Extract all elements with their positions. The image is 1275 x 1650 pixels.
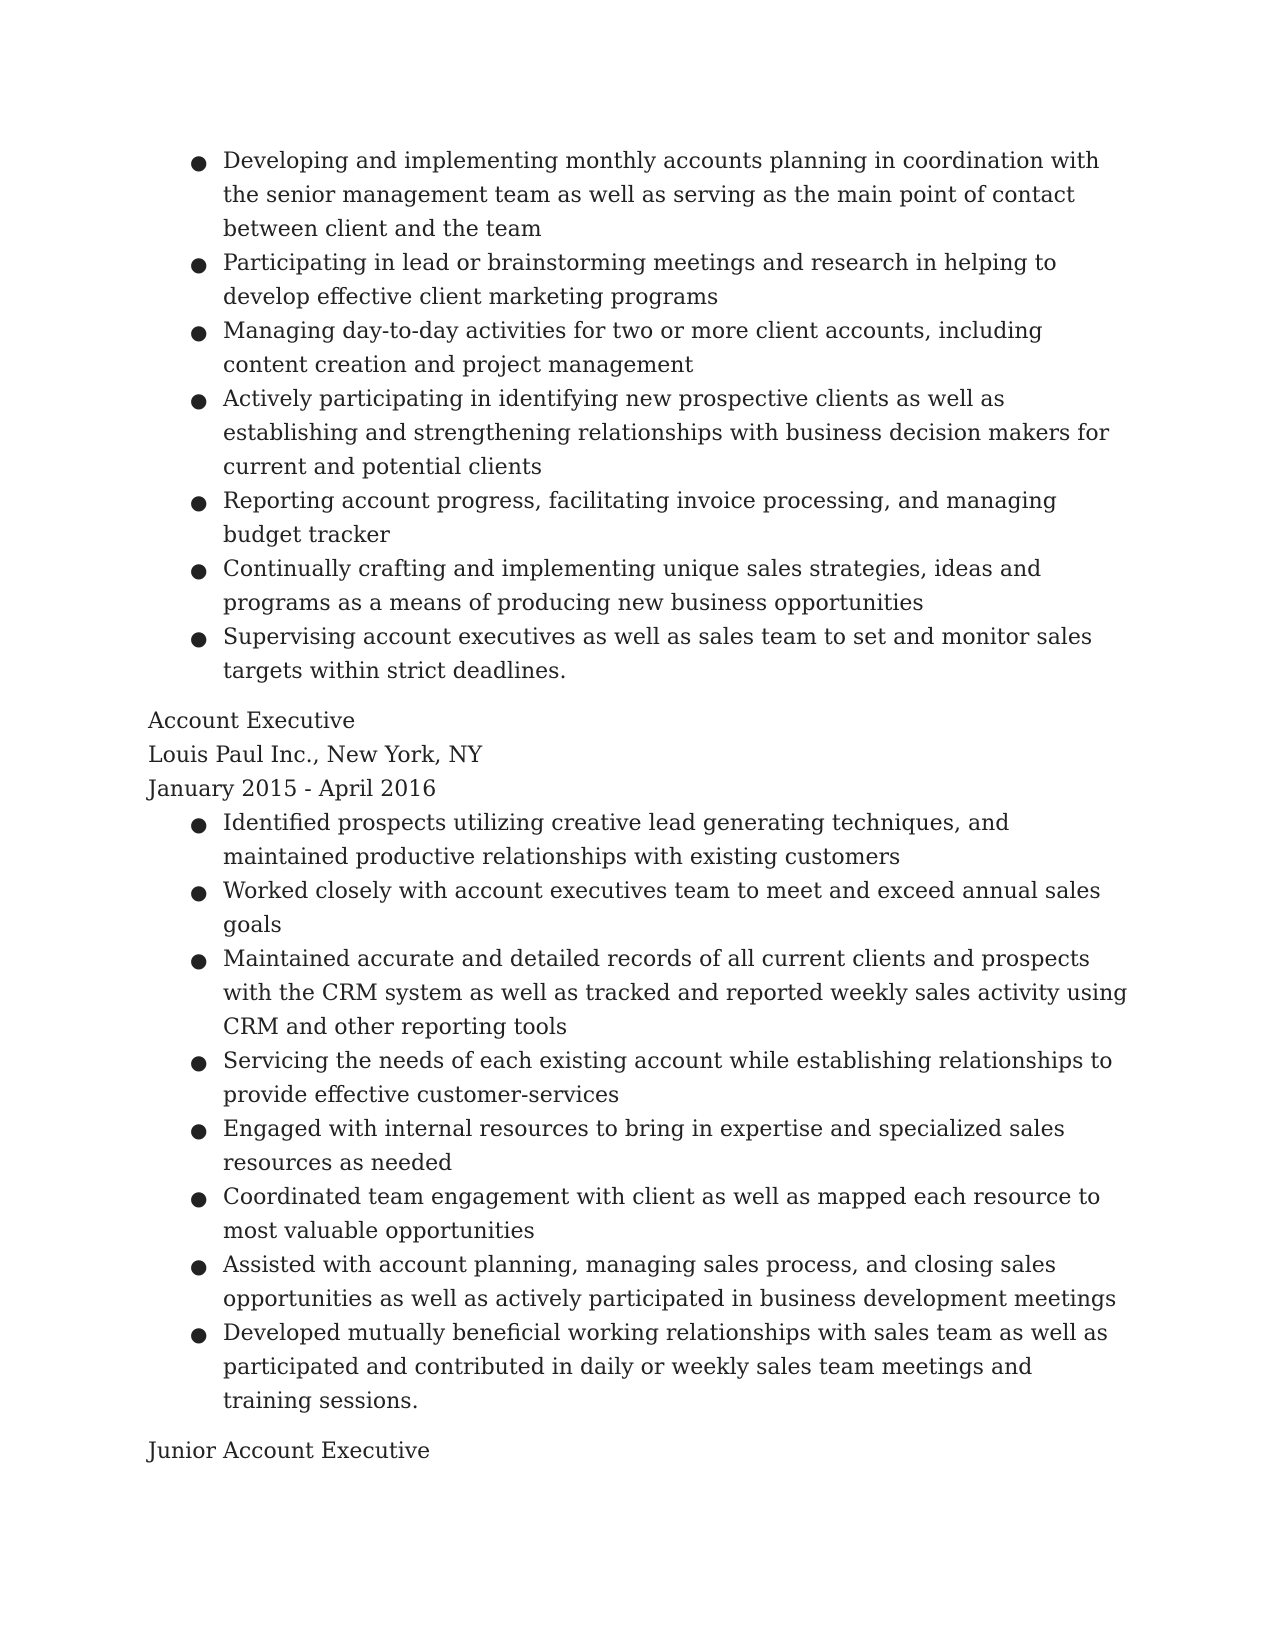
bullet-icon: ● xyxy=(190,1254,208,1278)
list-item-text: Reporting account progress, facilitating invoice processing, and managing budget tracker xyxy=(223,489,1057,548)
bullet-icon: ● xyxy=(190,252,208,276)
list-item xyxy=(148,247,1128,315)
list-item xyxy=(148,1249,1128,1317)
list-item xyxy=(148,1045,1128,1113)
list-item-text: Servicing the needs of each existing account while establishing relationships to provide effective customer-services xyxy=(223,1049,1113,1108)
list-item-text: Worked closely with account executives team to meet and exceed annual sales goals xyxy=(223,879,1101,938)
bullet-icon: ● xyxy=(190,558,208,582)
list-item xyxy=(148,553,1128,621)
list-item xyxy=(148,1181,1128,1249)
list-item-text: Maintained accurate and detailed records of all current clients and prospects with the CRM system as well as tracked and reported weekly sales activity using CRM and other reporting tools xyxy=(223,947,1128,1040)
list-item xyxy=(148,383,1128,485)
list-item-text: Developed mutually beneficial working relationships with sales team as well as participated and contributed in daily or weekly sales team meetings and training sessions. xyxy=(223,1321,1108,1414)
responsibilities-list-account-executive xyxy=(148,807,1128,1419)
list-item-text: Actively participating in identifying new prospective clients as well as establishing and strengthening relationships with business decision makers for current and potential clients xyxy=(223,387,1110,480)
list-item xyxy=(148,621,1128,689)
list-item xyxy=(148,807,1128,875)
bullet-icon: ● xyxy=(190,490,208,514)
bullet-icon: ● xyxy=(190,880,208,904)
resume-content xyxy=(148,145,1128,1469)
bullet-icon: ● xyxy=(190,150,208,174)
list-item-text: Supervising account executives as well as sales team to set and monitor sales targets within strict deadlines. xyxy=(223,625,1093,684)
bullet-icon: ● xyxy=(190,812,208,836)
list-item-text: Developing and implementing monthly accounts planning in coordination with the senior management team as well as serving as the main point of contact between client and the team xyxy=(223,149,1100,242)
list-item-text: Coordinated team engagement with client as well as mapped each resource to most valuable opportunities xyxy=(223,1185,1101,1244)
bullet-icon: ● xyxy=(190,1322,208,1346)
bullet-icon: ● xyxy=(190,1118,208,1142)
bullet-icon: ● xyxy=(190,1050,208,1074)
list-item-text: Assisted with account planning, managing sales process, and closing sales opportunities as well as actively participated in business development meetings xyxy=(223,1253,1117,1312)
bullet-icon: ● xyxy=(190,388,208,412)
list-item-text: Identified prospects utilizing creative lead generating techniques, and maintained productive relationships with existing customers xyxy=(223,811,1010,870)
list-item-text: Engaged with internal resources to bring in expertise and specialized sales resources as needed xyxy=(223,1117,1065,1176)
list-item xyxy=(148,1317,1128,1419)
job-title: Account Executive xyxy=(148,709,356,734)
list-item-text: Participating in lead or brainstorming meetings and research in helping to develop effective client marketing programs xyxy=(223,251,1057,310)
bullet-icon: ● xyxy=(190,626,208,650)
list-item xyxy=(148,1113,1128,1181)
list-item xyxy=(148,485,1128,553)
section-spacer xyxy=(148,689,1128,705)
list-item xyxy=(148,315,1128,383)
responsibilities-list-previous-role xyxy=(148,145,1128,689)
bullet-icon: ● xyxy=(190,1186,208,1210)
job-dates: January 2015 - April 2016 xyxy=(148,777,437,802)
list-item-text: Continually crafting and implementing unique sales strategies, ideas and programs as a means of producing new business opportunities xyxy=(223,557,1042,616)
bullet-icon: ● xyxy=(190,320,208,344)
job-company: Louis Paul Inc., New York, NY xyxy=(148,743,483,768)
list-item xyxy=(148,875,1128,943)
job-title: Junior Account Executive xyxy=(148,1439,431,1464)
bullet-icon: ● xyxy=(190,948,208,972)
list-item xyxy=(148,145,1128,247)
list-item-text: Managing day-to-day activities for two or more client accounts, including content creation and project management xyxy=(223,319,1043,378)
section-spacer xyxy=(148,1419,1128,1435)
list-item xyxy=(148,943,1128,1045)
